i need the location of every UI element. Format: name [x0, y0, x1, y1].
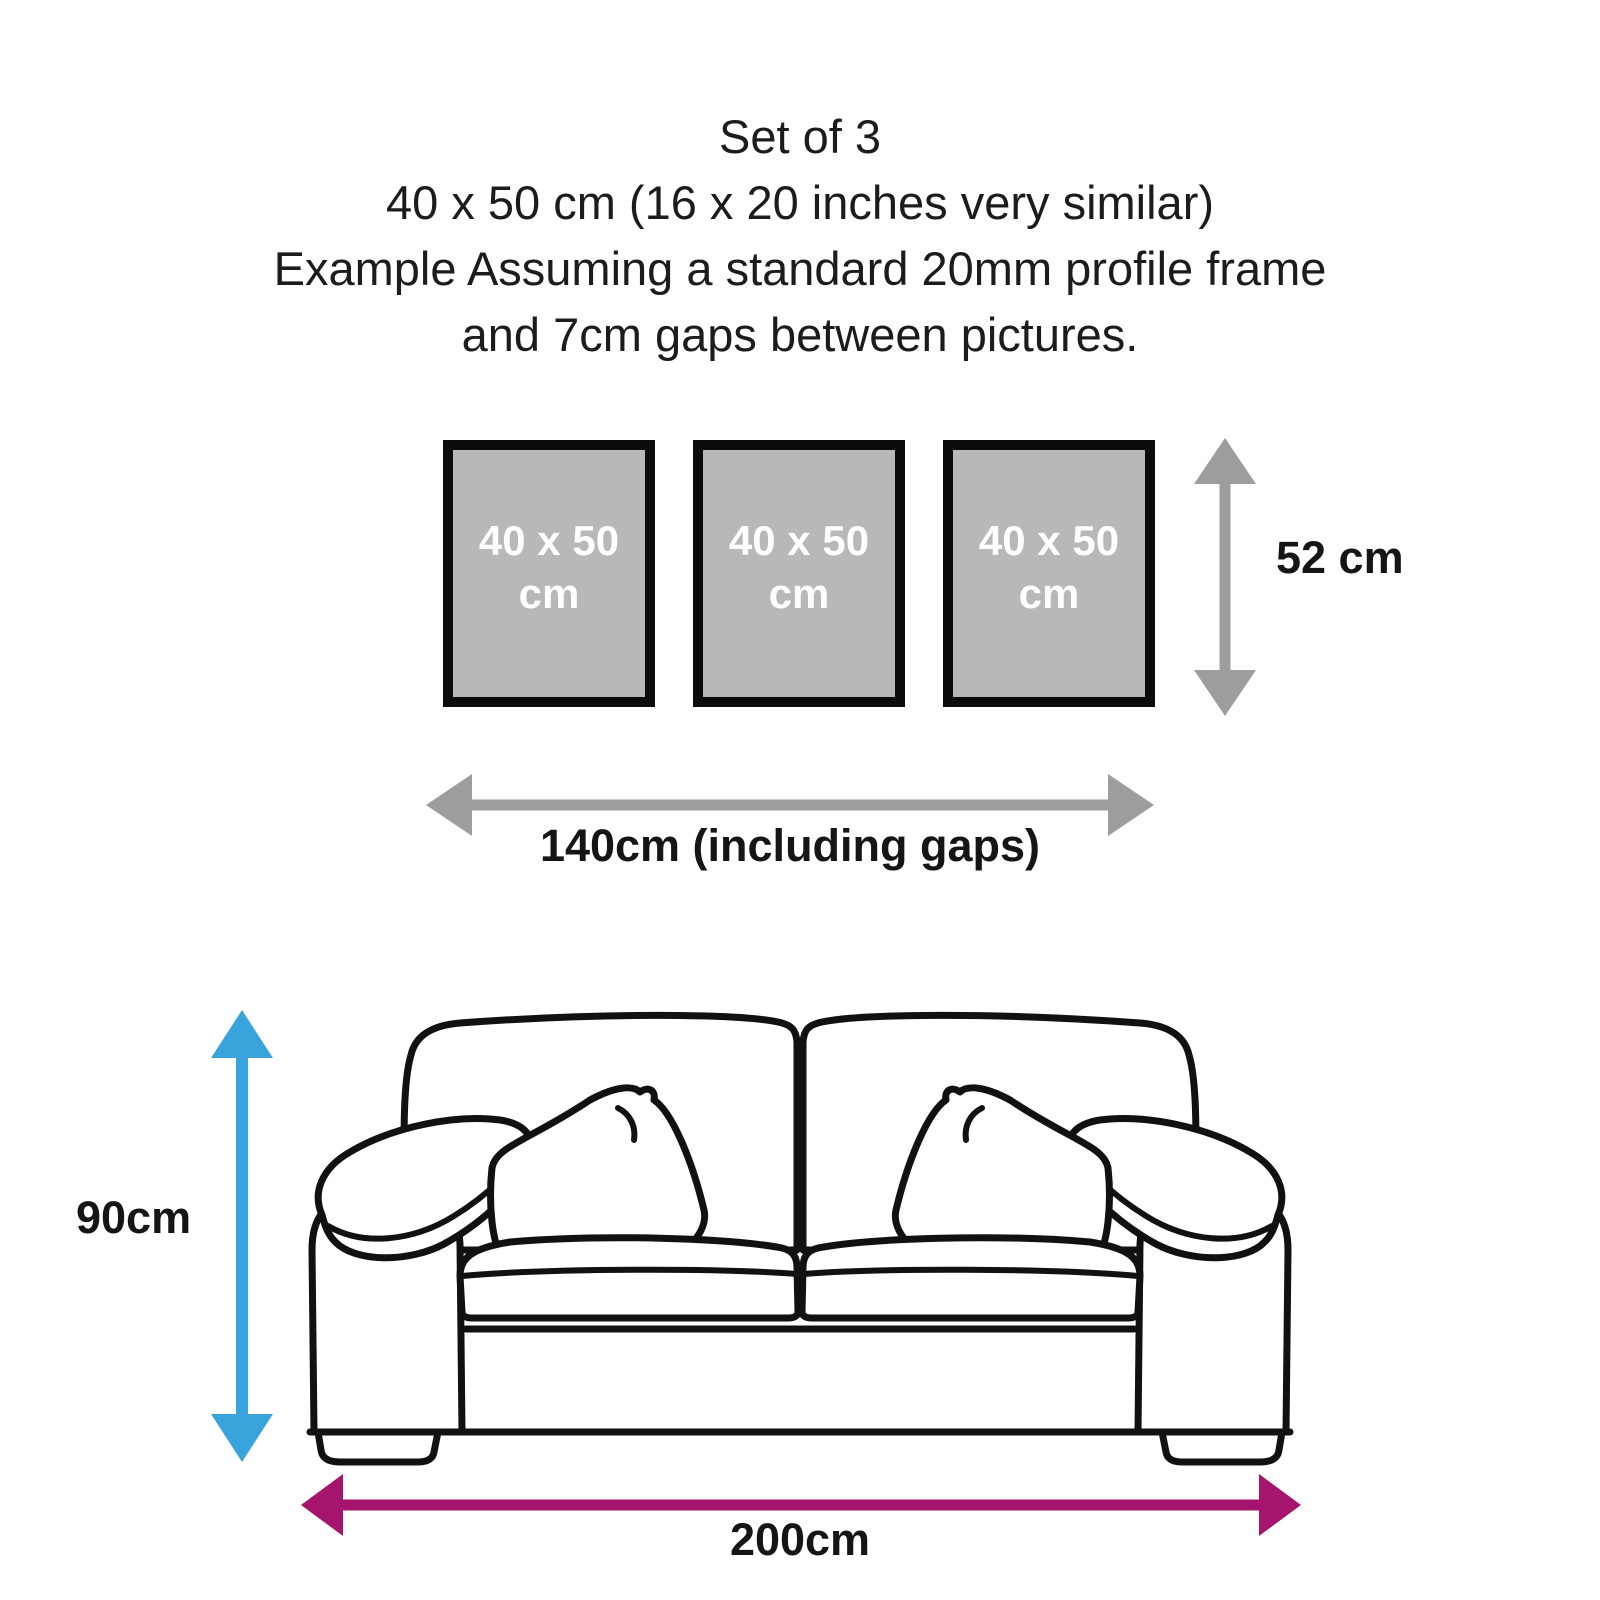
frame-3-size-label: [979, 514, 1119, 620]
sofa-height-arrow: [209, 1008, 275, 1464]
picture-frames-row: [443, 440, 1155, 707]
frame-1-unit: cm: [518, 569, 580, 617]
frame-height-arrow: [1192, 436, 1258, 718]
title-line-4: and 7cm gaps between pictures.: [461, 308, 1139, 361]
arrow-up-icon: [211, 1010, 273, 1058]
frame-3-unit: cm: [1018, 569, 1080, 617]
frame-2-size-label: [729, 514, 869, 620]
arrow-up-icon: [1194, 438, 1256, 484]
page-title: [0, 104, 1600, 368]
title-line-1: Set of 3: [719, 110, 881, 163]
sofa-illustration: [300, 1000, 1300, 1470]
title-line-3: Example Assuming a standard 20mm profile frame: [273, 242, 1327, 295]
picture-frame-3: [943, 440, 1155, 707]
picture-frame-1: [443, 440, 655, 707]
frame-2-unit: cm: [768, 569, 830, 617]
title-line-2: 40 x 50 cm (16 x 20 inches very similar): [385, 176, 1214, 229]
arrow-down-icon: [1194, 670, 1256, 716]
row-width-label: 140cm (including gaps): [539, 820, 1041, 871]
frame-3-size: 40 x 50: [978, 516, 1120, 564]
arrow-down-icon: [211, 1414, 273, 1462]
sofa-width-label: 200cm: [729, 1514, 871, 1565]
frame-height-label: 52 cm: [1276, 532, 1404, 583]
frame-1-size: 40 x 50: [478, 516, 620, 564]
picture-frame-2: [693, 440, 905, 707]
frame-2-size: 40 x 50: [728, 516, 870, 564]
frame-1-size-label: [479, 514, 619, 620]
sofa-height-label: 90cm: [76, 1192, 192, 1243]
